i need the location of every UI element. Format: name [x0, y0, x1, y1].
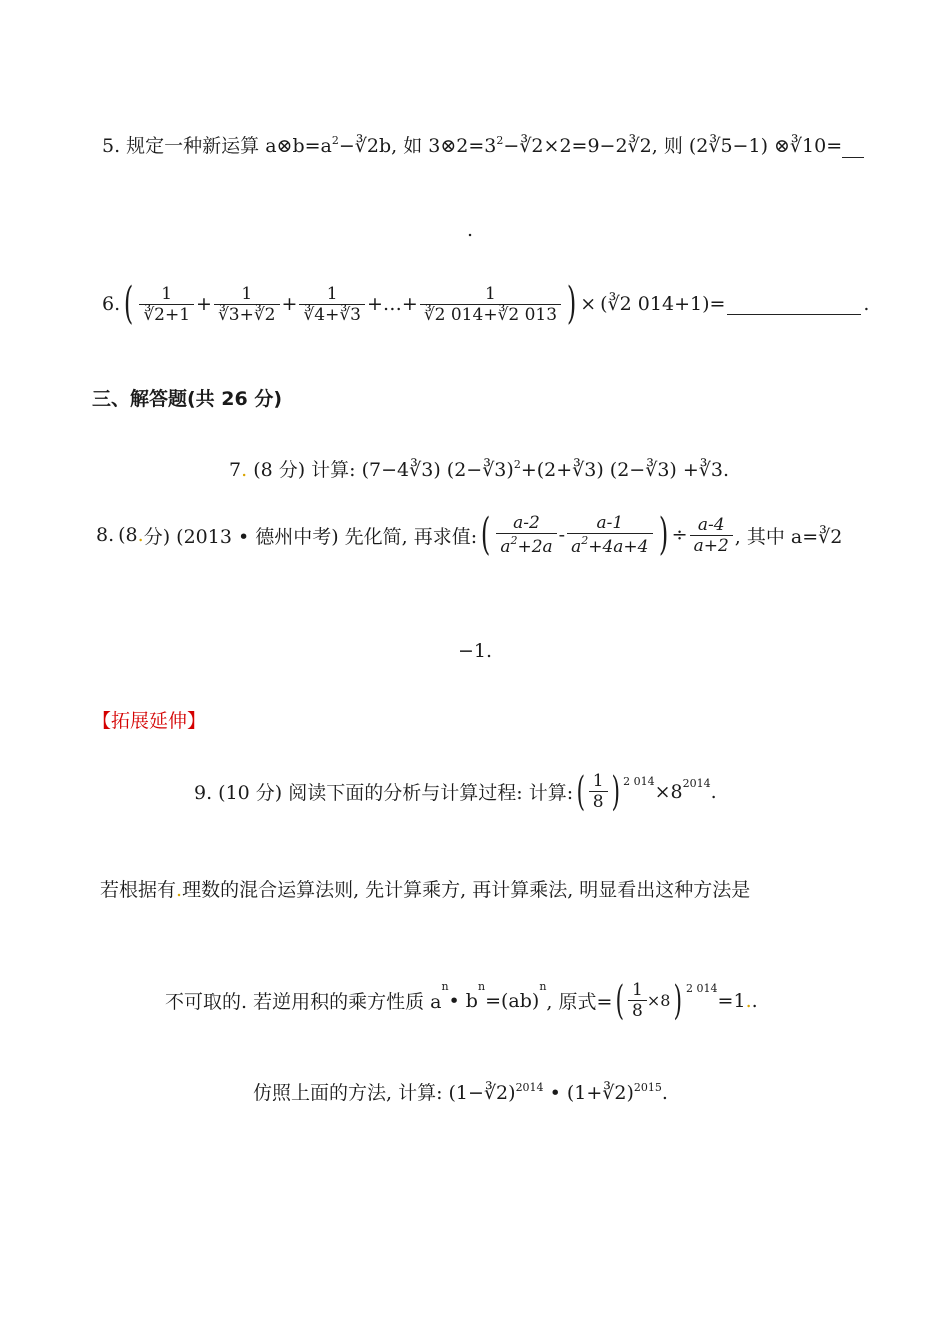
q9-times: ×8 [654, 780, 683, 803]
q8-divide: ÷ [671, 524, 688, 546]
q6-right-paren: ) [566, 278, 577, 329]
q6-term-2-denominator: ∛3+∛2 [214, 304, 280, 325]
q9-task-second-factor: • (1+∛2) [543, 1082, 634, 1104]
q6-label: 6. [102, 293, 121, 315]
q9-paragraph-2-mark: . [745, 989, 752, 1012]
q7-exponent: 2 [513, 458, 521, 471]
q9-fraction-denominator: 8 [589, 791, 608, 812]
q9-task-text: 仿照上面的方法, 计算: (1−∛2) [253, 1082, 516, 1104]
q9-exponent-2: 2014 [682, 777, 711, 790]
q8-tail: , 其中 a=∛2 [734, 525, 843, 548]
q6-term-3-numerator: 1 [326, 283, 338, 304]
q6-term-1-denominator: ∛2+1 [139, 304, 194, 325]
q9-end: . [710, 780, 717, 803]
q6-line [102, 278, 870, 329]
q9-task-exponent-2: 2015 [633, 1081, 662, 1094]
q6-times: × [580, 293, 597, 315]
q8-fraction-2-denominator: $a^2+4a+4$ [567, 533, 652, 557]
q8-prefix-number: 8. [96, 524, 115, 546]
q8-fraction-2-numerator: a-1 [596, 513, 624, 533]
q9-paragraph-1-start: 若根据有 [100, 879, 177, 901]
q5-label: 5. 规定一种新运算 [102, 135, 260, 157]
q8-fraction-1-numerator: a-2 [513, 513, 540, 533]
q9-right-paren: ) [611, 768, 620, 815]
q5-answer-blank[interactable] [842, 139, 864, 158]
q6-term-3 [299, 284, 365, 325]
q8-minus: - [558, 524, 566, 546]
q9-paragraph-2-fraction-denominator: 8 [628, 1000, 647, 1021]
q8-right-paren: ) [658, 509, 668, 560]
q9-paragraph-2 [165, 977, 758, 1024]
q9-paragraph-2-ab: =(ab) [485, 989, 540, 1012]
q5-trailing-dot: . [467, 219, 474, 241]
q6-plus-2: + [281, 293, 298, 315]
q6-plus-1: + [196, 293, 212, 315]
q8-mark: . [137, 524, 144, 546]
q6-end: . [863, 293, 870, 315]
q6-ellipsis: +…+ [366, 293, 418, 315]
q8-fraction-3 [690, 515, 733, 556]
q9-paragraph-2-b: • b [448, 989, 478, 1012]
q6-term-4-numerator: 1 [485, 283, 496, 304]
q9-intro: 9. (10 分) 阅读下面的分析与计算过程: 计算: [194, 782, 574, 804]
q5-example-tail: −∛2×2=9−2∛2, 则 (2∛5−1) ⊗∛10= [503, 135, 843, 157]
q8-fraction-3-numerator: a-4 [697, 514, 725, 535]
q7-text: (8 分) 计算: (7−4∛3) (2−∛3) [253, 459, 514, 481]
q6-term-2 [214, 284, 280, 325]
q9-paragraph-2-fraction [628, 980, 647, 1021]
q8-fraction-1-denominator: $a^2+2a$ [496, 533, 556, 557]
q8-fraction-1 [496, 513, 556, 557]
q6-answer-blank[interactable] [727, 294, 861, 315]
q8-left-paren: ( [481, 509, 491, 560]
q6-term-3-denominator: ∛4+∛3 [299, 304, 365, 325]
q7-number: 7 [229, 459, 242, 481]
q7-mark: . [241, 459, 248, 481]
q9-task-exponent-1: 2014 [515, 1081, 544, 1094]
q5-line [102, 131, 864, 158]
q6-term-1-numerator: 1 [161, 283, 173, 304]
q9-paragraph-1 [100, 875, 750, 902]
section3-title: 三、解答题(共 26 分) [92, 388, 283, 410]
q7-text-tail: +(2+∛3) (2−∛3) +∛3. [520, 459, 730, 481]
q8-fraction-3-denominator: a+2 [690, 535, 733, 556]
q8-continuation: −1. [458, 640, 493, 662]
q9-paragraph-2-exponent: 2 014 [686, 982, 718, 995]
q9-paragraph-2-fraction-numerator: 1 [632, 980, 643, 1000]
q6-factor: (∛2 014+1) [600, 293, 710, 315]
q5-example-exponent: 2 [496, 134, 504, 147]
q9-paragraph-2-exp-1: n [441, 980, 449, 993]
q6-term-4-denominator: ∛2 014+∛2 013 [420, 304, 561, 325]
q9-paragraph-2-result: =1 [717, 989, 746, 1012]
q5-definition-tail: −∛2b, 如 3⊗2=3 [338, 135, 497, 157]
q9-exponent-1: 2 014 [623, 775, 655, 788]
q8-line [96, 509, 843, 560]
q9-paragraph-2-left-paren: ( [615, 977, 625, 1024]
q9-left-paren: ( [576, 768, 586, 815]
q9-fraction [589, 771, 608, 812]
q5-definition-exponent: 2 [331, 134, 339, 147]
q9-paragraph-2-original: , 原式= [546, 991, 613, 1013]
q9-paragraph-2-times-8: ×8 [646, 991, 671, 1010]
q9-paragraph-1-rest: 理数的混合运算法则, 先计算乘方, 再计算乘法, 明显看出这种方法是 [182, 879, 751, 901]
q9-paragraph-2-exp-2: n [477, 980, 486, 993]
q9-paragraph-2-exp-3: n [539, 980, 547, 993]
q6-equals: = [709, 293, 726, 315]
q6-term-4 [420, 284, 561, 325]
q9-paragraph-2-text: 不可取的. 若逆用积的乘方性质 a [165, 991, 442, 1013]
q6-term-2-numerator: 1 [241, 283, 253, 304]
q9-line [194, 768, 717, 815]
q8-prefix-score: (8 [118, 524, 138, 546]
extension-title: 【拓展延伸】 [92, 710, 207, 732]
q9-fraction-numerator: 1 [592, 771, 604, 791]
q8-prefix-text: 分) (2013 • 德州中考) 先化简, 再求值: [143, 525, 478, 548]
q9-paragraph-2-end: . [751, 989, 758, 1012]
q6-term-1 [139, 284, 194, 325]
q5-definition: a⊗b=a [265, 135, 332, 157]
q9-paragraph-2-right-paren: ) [673, 977, 683, 1024]
q9-task-end: . [661, 1082, 668, 1104]
q9-paragraph-1-mark: . [176, 879, 183, 901]
q6-left-paren: ( [124, 278, 134, 329]
q7-line [229, 455, 729, 482]
q9-task [253, 1078, 668, 1105]
q8-fraction-2 [567, 513, 652, 557]
